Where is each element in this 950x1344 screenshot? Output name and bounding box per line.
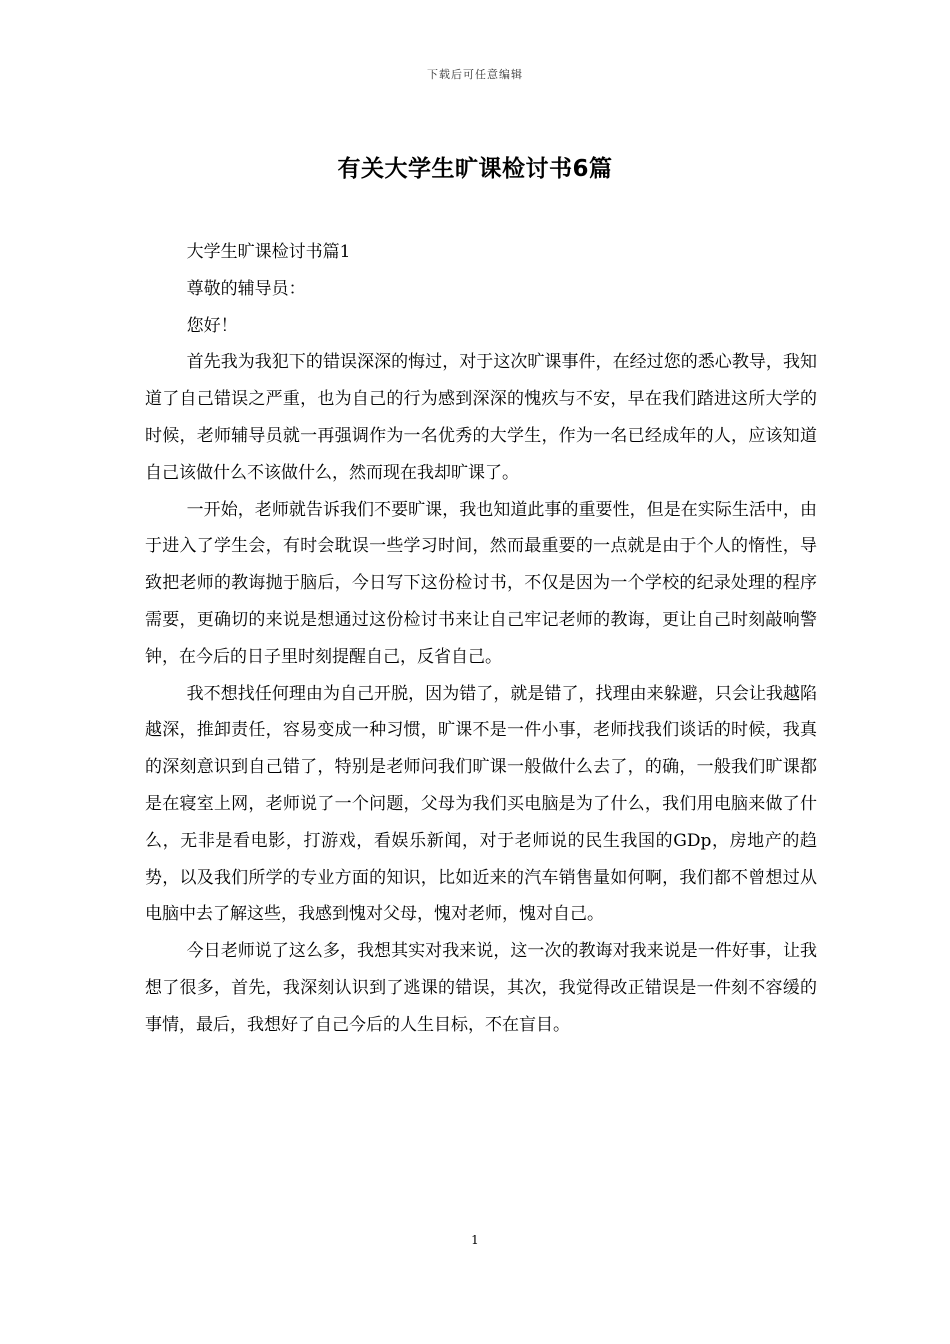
salutation: 尊敬的辅导员： [186,278,306,299]
header-note: 下载后可任意编辑 [427,68,523,81]
greeting: 您好！ [186,315,238,336]
body-paragraph: 我不想找任何理由为自己开脱，因为错了，就是错了，找理由来躲避，只会让我越陷越深，推卸责任，容易变成一种习惯，旷课不是一件小事，老师找我们谈话的时候，我真的深刻意识到自己错了，特别是老师问我们旷课一般做什么去了，的确，一般我们旷课都是在寝室上网，老师说了一个问题，父母为我们买电脑是为了什么，我们用电脑来做了什么，无非是看电影，打游戏，看娱乐新闻，对于老师说的民生我国的GDp，房地产的趋势，以及我们所学的专业方面的知识，比如近来的汽车销售量如何啊，我们都不曾想过从电脑中去了解这些，我感到愧对父母，愧对老师，愧对自己。 [145,683,817,925]
body-paragraph: 首先我为我犯下的错误深深的悔过，对于这次旷课事件，在经过您的悉心教导，我知道了自己错误之严重，也为自己的行为感到深深的愧疚与不安，早在我们踏进这所大学的时候，老师辅导员就一再强调作为一名优秀的大学生，作为一名已经成年的人，应该知道自己该做什么不该做什么，然而现在我却旷课了。 [145,352,817,483]
body-paragraph: 今日老师说了这么多，我想其实对我来说，这一次的教诲对我来说是一件好事，让我想了很多，首先，我深刻认识到了逃课的错误，其次，我觉得改正错误是一件刻不容缓的事情，最后，我想好了自己今后的人生目标，不在盲目。 [145,941,817,1035]
document-body [145,234,817,1044]
section-heading: 大学生旷课检讨书篇1 [186,242,351,262]
document-title: 有关大学生旷课检讨书6篇 [337,156,613,182]
body-paragraph: 一开始，老师就告诉我们不要旷课，我也知道此事的重要性，但是在实际生活中，由于进入了学生会，有时会耽误一些学习时间，然而最重要的一点就是由于个人的惰性，导致把老师的教诲抛于脑后，今日写下这份检讨书，不仅是因为一个学校的纪录处理的程序需要，更确切的来说是想通过这份检讨书来让自己牢记老师的教诲，更让自己时刻敲响警钟，在今后的日子里时刻提醒自己，反省自己。 [145,499,817,667]
page-number: 1 [471,1233,479,1247]
